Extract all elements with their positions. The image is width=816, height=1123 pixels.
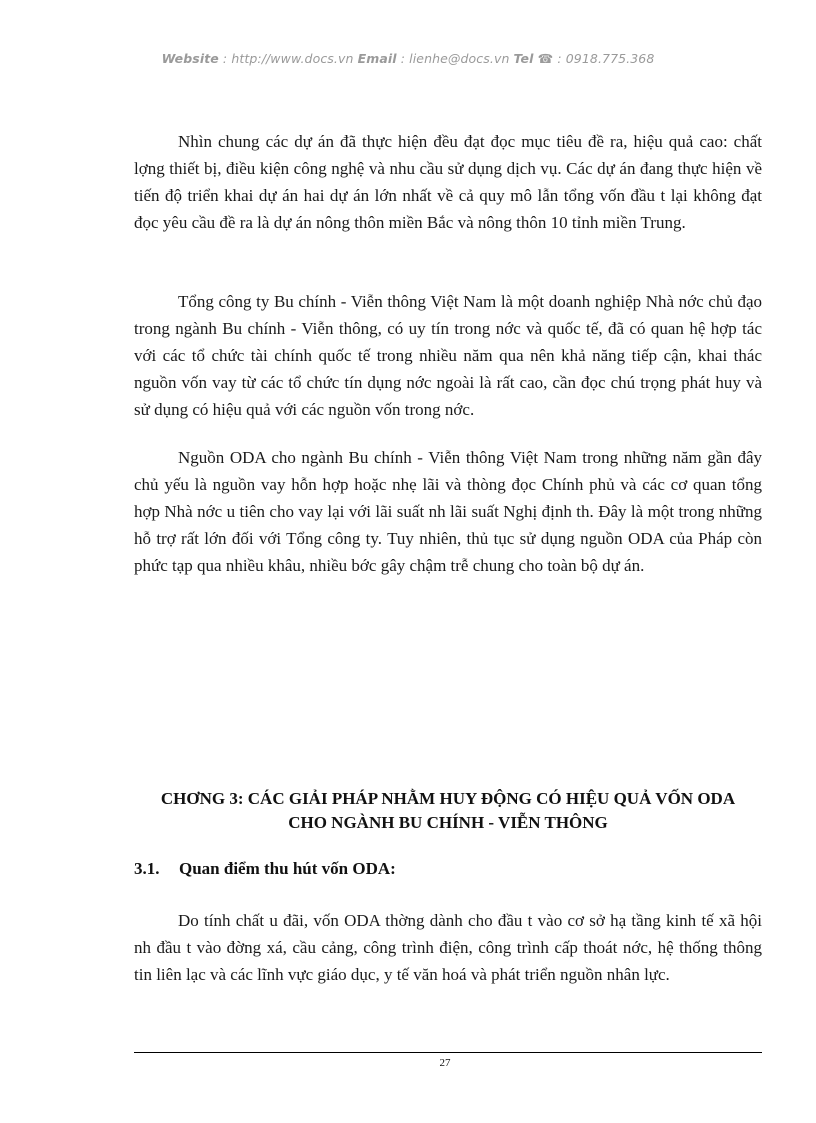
chapter-heading-line-2: CHO NGÀNH BU CHÍNH - VIỄN THÔNG bbox=[288, 813, 608, 832]
chapter-heading-line-1: CHƠNG 3: CÁC GIẢI PHÁP NHẰM HUY ĐỘNG CÓ HIỆU QUẢ VỐN ODA bbox=[160, 789, 736, 808]
page-number: 27 bbox=[439, 1057, 451, 1069]
section-paragraph: Do tính chất u đãi, vốn ODA thờng dành cho đầu t vào cơ sở hạ tầng kinh tế xã hội nh đầu t vào đờng xá, cầu cảng, công trình điện, công trình cấp thoát nớc, hệ thống thông tin liên lạc và các lĩnh vực giáo dục, y tế văn hoá và phát triển nguồn nhân lực. bbox=[134, 911, 762, 984]
section-number: 3.1. bbox=[134, 859, 160, 878]
chapter-heading bbox=[134, 787, 762, 835]
website-value[interactable]: : http://www.docs.vn bbox=[218, 51, 358, 66]
tel-label: Tel bbox=[513, 51, 534, 66]
section-heading bbox=[134, 859, 762, 879]
email-label: Email bbox=[357, 51, 397, 66]
phone-icon: ☎ bbox=[537, 51, 554, 66]
paragraph-1: Nhìn chung các dự án đã thực hiện đều đạt đọc mục tiêu đề ra, hiệu quả cao: chất lợng thiết bị, điều kiện công nghệ và nhu cầu sử dụng dịch vụ. Các dự án đang thực hiện về tiến độ triển khai dự án hai dự án lớn nhất về cả quy mô lẫn tổng vốn đầu t lại không đạt đọc yêu cầu đề ra là dự án nông thôn miền Bắc và nông thôn 10 tỉnh miền Trung. bbox=[134, 132, 762, 232]
footer-divider bbox=[134, 1052, 762, 1053]
page-header bbox=[0, 51, 816, 66]
website-label: Website bbox=[161, 51, 219, 66]
section-title: Quan điểm thu hút vốn ODA: bbox=[179, 859, 396, 878]
tel-value: : 0918.775.368 bbox=[553, 51, 655, 66]
paragraph-3: Nguồn ODA cho ngành Bu chính - Viễn thông Việt Nam trong những năm gần đây chủ yếu là nguồn vay hỗn hợp hoặc nhẹ lãi và thòng đọc Chính phủ và các cơ quan tổng hợp Nhà nớc u tiên cho vay lại với lãi suất nh lãi suất Nghị định th. Đây là một trong những hỗ trợ rất lớn đối với Tổng công ty. Tuy nhiên, thủ tục sử dụng nguồn ODA của Pháp còn phức tạp qua nhiều khâu, nhiều bớc gây chậm trễ chung cho toàn bộ dự án. bbox=[134, 448, 762, 575]
paragraph-2: Tổng công ty Bu chính - Viễn thông Việt Nam là một doanh nghiệp Nhà nớc chủ đạo trong ngành Bu chính - Viễn thông, có uy tín trong nớc và quốc tế, đã có quan hệ hợp tác với các tổ chức tài chính quốc tế trong nhiều năm qua nên khả năng tiếp cận, khai thác nguồn vốn vay từ các tổ chức tín dụng nớc ngoài là rất cao, cần đọc chú trọng phát huy và sử dụng có hiệu quả với các nguồn vốn trong nớc. bbox=[134, 292, 762, 419]
email-value[interactable]: : lienhe@docs.vn bbox=[396, 51, 514, 66]
